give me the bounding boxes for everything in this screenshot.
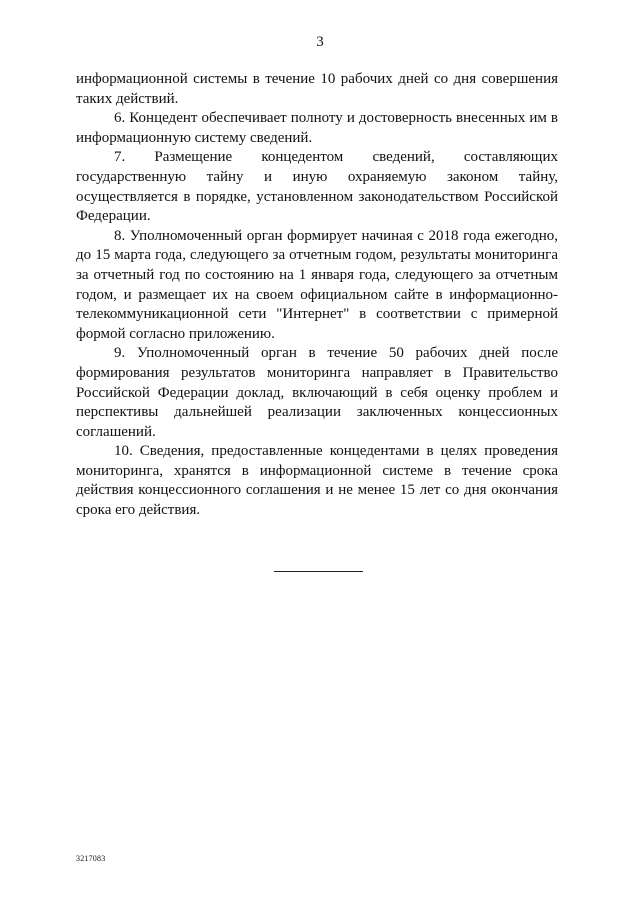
paragraph-10: 10. Сведения, предоставленные концедентами в целях проведения мониторинга, хранятся в информационной системе в течение срока действия концессионного соглашения и не менее 15 лет со дня окончания срока его действия. — [76, 443, 558, 519]
document-code: 3217083 — [76, 854, 106, 863]
paragraph-8: 8. Уполномоченный орган формирует начиная с 2018 года ежегодно, до 15 марта года, следующего за отчетным годом, результаты мониторинга за отчетный год по состоянию на 1 января года, следующего за отчетным годом, и размещает их на своем официальном сайте в информационно-телекоммуникационной сети "Интернет" в соответствии с примерной формой согласно приложению. — [76, 227, 558, 342]
paragraph-9: 9. Уполномоченный орган в течение 50 рабочих дней после формирования результатов мониторинга направляет в Правительство Российской Федерации доклад, включающий в себя оценку проблем и перспективы дальнейшей реализации заключенных концессионных соглашений. — [76, 345, 558, 440]
end-divider — [274, 571, 363, 572]
page-number: 3 — [316, 34, 324, 50]
paragraph-6: 6. Концедент обеспечивает полноту и достоверность внесенных им в информационную систему сведений. — [76, 110, 558, 146]
paragraph-continuation: информационной системы в течение 10 рабочих дней со дня совершения таких действий. — [76, 71, 558, 107]
paragraph-7: 7. Размещение концедентом сведений, составляющих государственную тайну и иную охраняемую законом тайну, осуществляется в порядке, установленном законодательством Российской Федерации. — [76, 149, 558, 225]
document-body — [76, 70, 558, 521]
